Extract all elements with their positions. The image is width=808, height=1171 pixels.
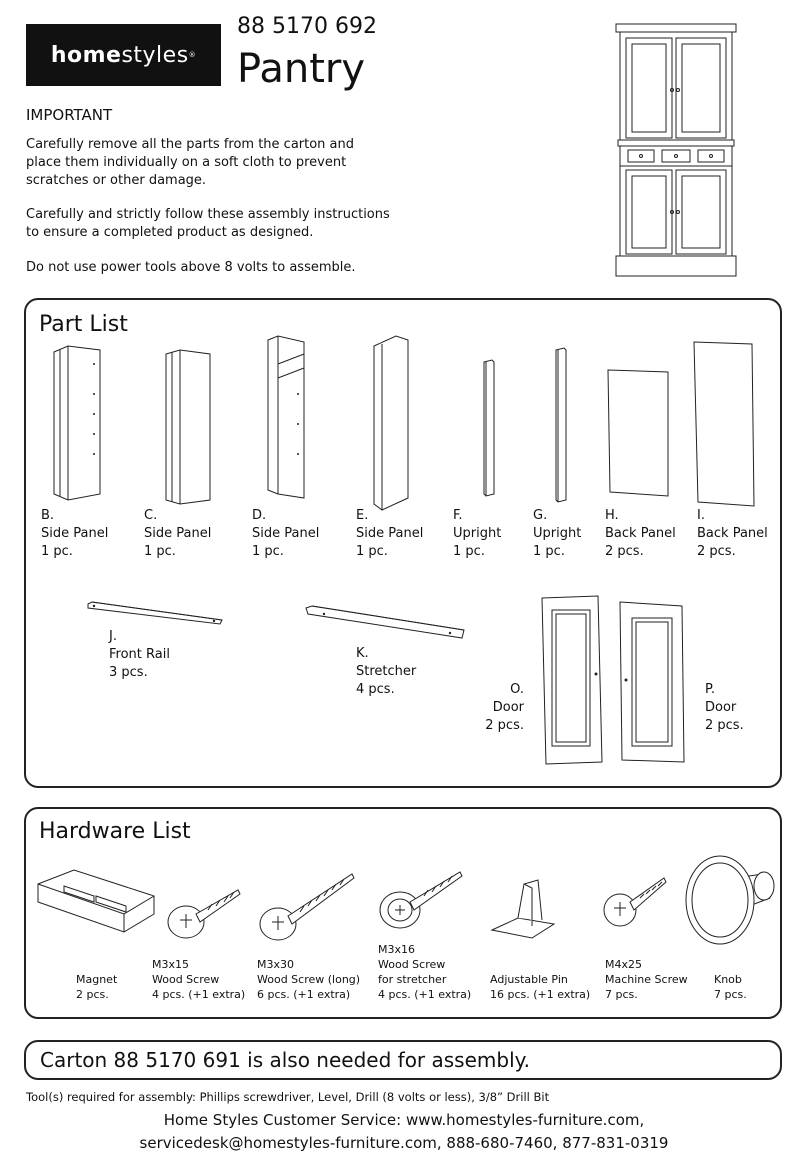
part-name: Front Rail xyxy=(109,647,170,662)
part-list-title: Part List xyxy=(39,312,128,337)
wood-screw-m3x15-illustration xyxy=(164,880,244,950)
intro-para1-line: place them individually on a soft cloth to prevent xyxy=(26,155,347,170)
part-qty: 4 pcs. xyxy=(356,682,395,697)
front-rail-j-illustration xyxy=(86,600,226,630)
part-label-e xyxy=(356,507,423,561)
adjustable-pin-illustration xyxy=(488,876,568,946)
wood-screw-m3x30-illustration xyxy=(256,868,356,948)
part-letter: F. xyxy=(453,508,463,523)
part-qty: 3 pcs. xyxy=(109,665,148,680)
hardware-label-adjustable-pin xyxy=(490,972,590,1002)
brand-logo-light: styles xyxy=(121,42,189,68)
part-qty: 2 pcs. xyxy=(605,544,644,559)
part-label-d xyxy=(252,507,319,561)
hardware-name: Knob xyxy=(714,973,742,986)
part-label-k xyxy=(356,645,416,699)
part-letter: G. xyxy=(533,508,548,523)
hardware-name: Machine Screw xyxy=(605,973,688,986)
customer-service-line-1: Home Styles Customer Service: www.homestyles-furniture.com, xyxy=(163,1111,645,1129)
side-panel-c-illustration xyxy=(160,348,220,508)
hardware-qty: 16 pcs. (+1 extra) xyxy=(490,988,591,1001)
carton-note: Carton 88 5170 691 is also needed for assembly. xyxy=(24,1040,782,1080)
door-p-illustration xyxy=(616,600,692,766)
part-name: Side Panel xyxy=(144,526,212,541)
part-qty: 1 pc. xyxy=(356,544,388,559)
important-heading: IMPORTANT xyxy=(26,106,113,124)
part-label-i xyxy=(697,507,768,561)
brand-logo xyxy=(26,24,221,86)
part-letter: J. xyxy=(109,629,117,644)
hardware-label-m3x16 xyxy=(378,942,471,1002)
part-name: Side Panel xyxy=(252,526,320,541)
intro-para2-line: to ensure a completed product as designed. xyxy=(26,225,314,240)
part-label-o xyxy=(460,681,524,735)
part-qty: 2 pcs. xyxy=(705,718,744,733)
part-letter: P. xyxy=(705,682,715,697)
part-name: Upright xyxy=(453,526,502,541)
magnet-illustration xyxy=(34,866,158,938)
hardware-name: Magnet xyxy=(76,973,118,986)
part-letter: E. xyxy=(356,508,369,523)
part-qty: 1 pc. xyxy=(41,544,73,559)
hardware-size: M4x25 xyxy=(605,958,642,971)
brand-registered-mark: ® xyxy=(188,51,197,59)
part-letter: I. xyxy=(697,508,705,523)
hardware-name: Adjustable Pin xyxy=(490,973,568,986)
part-qty: 1 pc. xyxy=(252,544,284,559)
hardware-name: Wood Screw (long) xyxy=(257,973,361,986)
hardware-label-m3x15 xyxy=(152,957,245,1002)
intro-para1-line: Carefully remove all the parts from the carton and xyxy=(26,137,355,152)
part-name: Side Panel xyxy=(41,526,109,541)
part-qty: 1 pc. xyxy=(144,544,176,559)
wood-screw-m3x16-illustration xyxy=(378,866,468,936)
part-name: Door xyxy=(705,700,737,715)
intro-paragraph-2 xyxy=(26,206,396,242)
hardware-label-m3x30 xyxy=(257,957,360,1002)
part-letter: H. xyxy=(605,508,619,523)
part-letter: O. xyxy=(510,682,524,697)
hardware-name: Wood Screw xyxy=(152,973,220,986)
hardware-qty: 6 pcs. (+1 extra) xyxy=(257,988,351,1001)
intro-paragraph-1 xyxy=(26,136,396,190)
part-letter: C. xyxy=(144,508,158,523)
door-o-illustration xyxy=(538,594,608,766)
knob-illustration xyxy=(682,848,778,948)
back-panel-h-illustration xyxy=(606,368,670,498)
back-panel-i-illustration xyxy=(692,340,756,510)
intro-para1-line: scratches or other damage. xyxy=(26,173,207,188)
hardware-label-m4x25 xyxy=(605,957,688,1002)
part-label-c xyxy=(144,507,211,561)
product-name: Pantry xyxy=(237,46,365,92)
hardware-size: M3x16 xyxy=(378,943,415,956)
part-name: Back Panel xyxy=(697,526,768,541)
hardware-qty: 7 pcs. xyxy=(714,988,747,1001)
part-name: Back Panel xyxy=(605,526,676,541)
hardware-note: for stretcher xyxy=(378,973,447,986)
hardware-qty: 7 pcs. xyxy=(605,988,638,1001)
intro-para2-line: Carefully and strictly follow these assembly instructions xyxy=(26,207,390,222)
machine-screw-m4x25-illustration xyxy=(600,872,670,938)
hardware-qty: 4 pcs. (+1 extra) xyxy=(378,988,472,1001)
customer-service-line-2: servicedesk@homestyles-furniture.com, 888-680-7460, 877-831-0319 xyxy=(139,1134,669,1152)
brand-logo-bold: home xyxy=(50,42,122,68)
part-name: Side Panel xyxy=(356,526,424,541)
hardware-label-magnet xyxy=(76,972,117,1002)
hardware-size: M3x30 xyxy=(257,958,294,971)
part-name: Door xyxy=(492,700,524,715)
hardware-list-title: Hardware List xyxy=(39,819,191,844)
part-qty: 2 pcs. xyxy=(697,544,736,559)
hardware-name: Wood Screw xyxy=(378,958,446,971)
side-panel-b-illustration xyxy=(50,344,110,504)
part-qty: 1 pc. xyxy=(453,544,485,559)
part-letter: B. xyxy=(41,508,55,523)
hardware-qty: 4 pcs. (+1 extra) xyxy=(152,988,246,1001)
part-label-b xyxy=(41,507,108,561)
part-name: Stretcher xyxy=(356,664,417,679)
part-qty: 1 pc. xyxy=(533,544,565,559)
part-label-h xyxy=(605,507,676,561)
part-label-p xyxy=(705,681,744,735)
upright-g-illustration xyxy=(552,346,572,506)
intro-paragraph-3: Do not use power tools above 8 volts to assemble. xyxy=(26,260,356,275)
part-letter: K. xyxy=(356,646,369,661)
upright-f-illustration xyxy=(480,358,500,498)
hardware-size: M3x15 xyxy=(152,958,189,971)
pantry-cabinet-illustration xyxy=(612,22,742,282)
hardware-label-knob xyxy=(714,972,747,1002)
hardware-qty: 2 pcs. xyxy=(76,988,109,1001)
side-panel-e-illustration xyxy=(368,334,428,514)
tools-required-note: Tool(s) required for assembly: Phillips screwdriver, Level, Drill (8 volts or less), 3/8” Drill Bit xyxy=(26,1090,550,1104)
side-panel-d-illustration xyxy=(264,334,324,504)
stretcher-k-illustration xyxy=(304,604,468,644)
part-letter: D. xyxy=(252,508,267,523)
part-name: Upright xyxy=(533,526,582,541)
part-qty: 2 pcs. xyxy=(485,718,524,733)
part-label-g xyxy=(533,507,581,561)
model-number: 88 5170 692 xyxy=(237,14,377,39)
part-label-f xyxy=(453,507,501,561)
part-label-j xyxy=(109,628,170,682)
